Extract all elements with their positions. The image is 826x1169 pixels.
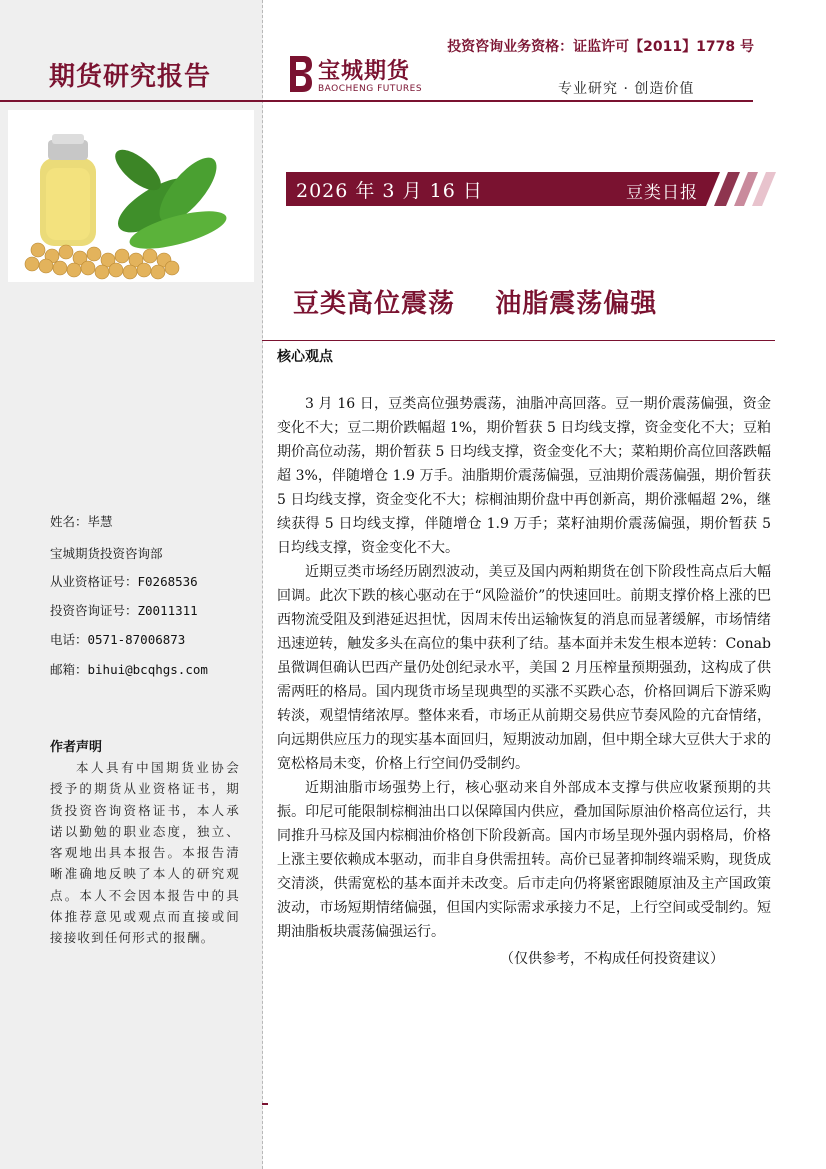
paragraph: 近期豆类市场经历剧烈波动，美豆及国内两粕期货在创下阶段性高点后大幅回调。此次下跌的核心驱动在于“风险溢价”的快速回吐。前期支撑价格上涨的巴西物流受阻及到港延迟担忧，因周末传出运输恢复的消息而显著缓解，市场情绪迅速逆转，触发多头在高位的集中获利了结。基本面并未发生根本逆转：Conab 虽微调但确认巴西产量仍处创纪录水平，美国 2 月压榨量预期强劲，这构成了供需两旺的格局。国内现货市场呈现典型的买涨不买跌心态，价格回调后下游采购转淡，观望情绪浓厚。整体来看，市场正从前期交易供应节奏风险的亢奋情绪，向远期供应压力的现实基本面回归，短期波动加剧，但中期全球大豆供大于求的宽松格局未变，价格上行空间仍受制约。 xyxy=(277,564,771,772)
slogan: 专业研究 · 创造价值 xyxy=(558,81,695,97)
license-number: 从业资格证号：F0268536 xyxy=(50,574,198,589)
soybean-oil-photo xyxy=(8,110,254,282)
banner-stripes xyxy=(700,172,786,210)
disclaimer: （仅供参考，不构成任何投资建议） xyxy=(500,951,724,967)
advisory-number: 投资咨询证号：Z0011311 xyxy=(50,603,198,618)
license-info: 投资咨询业务资格：证监许可【2011】1778 号 xyxy=(447,39,754,55)
header-rule-left xyxy=(0,100,262,102)
report-date: 2026 年 3 月 16 日 xyxy=(296,180,483,202)
headline-divider xyxy=(262,340,775,341)
report-name: 豆类日报 xyxy=(626,183,698,203)
header-rule xyxy=(262,100,753,102)
phone: 电话：0571-87006873 xyxy=(50,632,186,647)
paragraph: 近期油脂市场强势上行，核心驱动来自外部成本支撑与供应收紧预期的共振。印尼可能限制棕榈油出口以保障国内供应，叠加国际原油价格高位运行，共同推升马棕及国内棕榈油价格创下阶段新高。国内市场呈现外强内弱格局，价格上涨主要依赖成本驱动，而非自身供需扭转。高价已显著抑制终端采购，现货成交清淡，供需宽松的基本面并未改变。后市走向仍将紧密跟随原油及主产国政策波动，市场短期情绪偏强，但国内实际需求承接力不足，上行空间或受制约。短期油脂板块震荡偏强运行。 xyxy=(277,780,771,940)
logo-text-en: BAOCHENG FUTURES xyxy=(318,84,423,94)
author-name: 姓名：毕慧 xyxy=(50,514,113,529)
core-view-body xyxy=(277,392,771,944)
email: 邮箱：bihui@bcqhgs.com xyxy=(50,662,208,677)
baocheng-logo-icon xyxy=(284,50,314,100)
paragraph: 3 月 16 日，豆类高位强势震荡，油脂冲高回落。豆一期价震荡偏强，资金变化不大；豆二期价跌幅超 1%，期价暂获 5 日均线支撑，资金变化不大；豆粕期价高位动荡，期价暂获 5 日均线支撑，资金变化不大；菜粕期价高位回落跌幅超 3%，伴随增仓 1.9 万手。油脂期价震荡偏强，豆油期价震荡偏强，期价暂获 5 日均线支撑，资金变化不大；棕榈油期价盘中再创新高，期价涨幅超 2%，继续获得 5 日均线支撑，伴随增仓 1.9 万手；菜籽油期价震荡偏强，期价暂获 5 日均线支撑，资金变化不大。 xyxy=(277,396,771,556)
section-title: 核心观点 xyxy=(277,349,333,365)
logo-text-cn: 宝城期货 xyxy=(318,59,411,84)
author-dept: 宝城期货投资咨询部 xyxy=(50,546,163,561)
report-type-title: 期货研究报告 xyxy=(49,62,212,92)
declaration-body: 本人具有中国期货业协会授予的期货从业资格证书，期货投资咨询资格证书，本人承诺以勤勉的职业态度，独立、客观地出具本报告。本报告清晰准确地反映了本人的研究观点。本人不会因本报告中的具体推荐意见或观点而直接或间接接收到任何形式的报酬。 xyxy=(50,760,240,946)
margin-mark xyxy=(262,1103,268,1105)
declaration-title: 作者声明 xyxy=(50,740,103,755)
headline: 豆类高位震荡 油脂震荡偏强 xyxy=(293,289,658,319)
